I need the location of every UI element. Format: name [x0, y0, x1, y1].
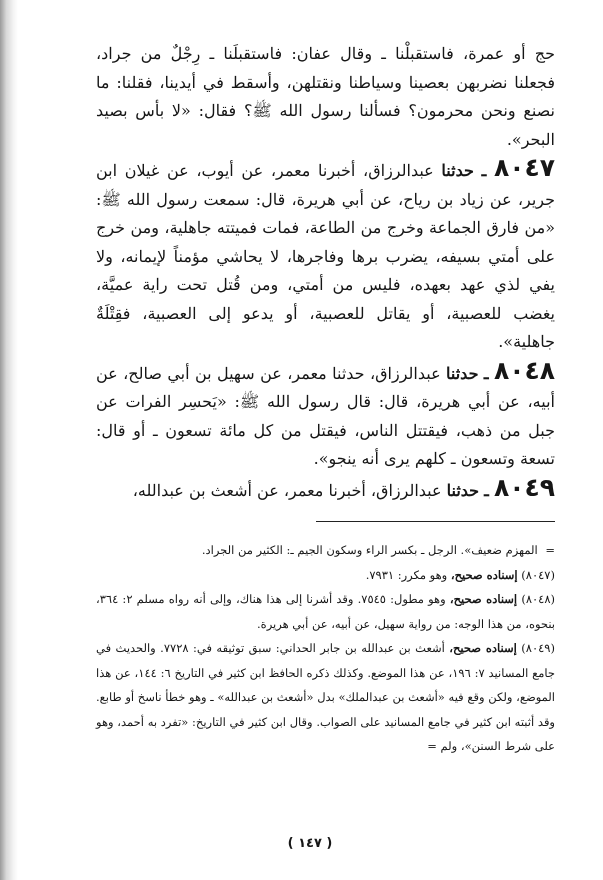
hadith-text: عبدالرزاق، أخبرنا معمر، عن أيوب، عن غيلان ابن جرير، عن زياد بن رياح، عن أبي هريرة، قال: سمعت رسول الله ﷺ: «من فارق الجماعة وخرج من الطاعة، فمات فميتته جاهلية، ومن خرج على أمتي بسيفه، يضرب برها وفاجرها، لا يحاشي مؤمناً لإيمانه، ولا يفي لذي عهد بعهده، فليس من أمتي، ومن قُتل تحت راية عميَّة، يغضب للعصبية، أو يقاتل للعصبية، أو يدعو إلى العصبية، فقِتْلَةٌ جاهلية». [96, 161, 555, 351]
footnote-text: وهو مكرر: ٧٩٣١. [365, 567, 448, 582]
haddathana-label: حدثنا [441, 161, 474, 180]
footnote-grade: إسناده صحيح، [450, 567, 518, 582]
footnote-text: المهزم ضعيف». الرجل ـ بكسر الراء وسكون الجيم ـ: الكثير من الجراد. [201, 543, 538, 557]
hadith-8047 [96, 154, 555, 357]
hadith-8049 [96, 474, 555, 506]
footnote-text: وهو مطول: ٧٥٤٥. وقد أشرنا إلى هذا هناك، وإلى أنه رواه مسلم ٢: ٣٦٤، بنحوه، من هذا الوجه: من رواية سهيل، عن أبيه، عن أبي هريرة. [96, 592, 555, 631]
hadith-dash: ـ [484, 480, 489, 500]
hadith-dash: ـ [483, 363, 489, 383]
continuation-marker: = [427, 739, 437, 753]
footnote-8047 [96, 563, 555, 588]
page-shadow [0, 0, 18, 880]
continuation-marker: = [545, 543, 555, 557]
paragraph-continuation: حج أو عمرة، فاستقبلْنا ـ وقال عفان: فاستقبلَنا ـ رِجْلٌ من جراد، فجعلنا نضربهن بعصينا وسياطنا ونقتلهن، وأسقط في أيدينا، فقلنا: ما نصنع ونحن محرمون؟ فسألنا رسول الله ﷺ؟ فقال: «لا بأس بصيد البحر». [96, 44, 555, 149]
footnote-divider [316, 521, 555, 522]
hadith-8048 [96, 357, 555, 474]
book-page [20, 0, 603, 880]
hadith-text: عبدالرزاق، أخبرنا معمر، عن أشعث بن عبدالله، [132, 480, 442, 500]
footnote-number: (٨٠٤٨) [521, 592, 556, 606]
haddathana-label: حدثنا [446, 480, 480, 500]
hadith-text: عبدالرزاق، حدثنا معمر، عن سهيل بن أبي صالح، عن أبيه، عن أبي هريرة، قال: قال رسول الله ﷺ: «يَحسِر الفرات عن جبل من ذهب، فيقتتل الناس، فيقتل من كل مائة تسعون ـ أو قال: تسعة وتسعون ـ كلهم يرى أنه ينجو». [96, 363, 555, 468]
footnote-8048 [96, 587, 555, 636]
hadith-number: ٨٠٤٨ [493, 355, 555, 385]
footnote-grade: إسناده صحيح، [449, 641, 517, 655]
hadith-number: ٨٠٤٧ [493, 153, 555, 182]
footnote-grade: إسناده صحيح، [449, 592, 518, 606]
main-text [96, 40, 555, 505]
footnotes [96, 538, 555, 759]
hadith-number: ٨٠٤٩ [493, 472, 555, 502]
haddathana-label: حدثنا [446, 363, 479, 383]
footnote-continuation [96, 538, 555, 563]
footnote-8049 [96, 636, 555, 759]
footnote-number: (٨٠٤٩) [521, 641, 555, 655]
page-number: ( ١٤٧ ) [287, 836, 333, 851]
hadith-dash: ـ [481, 161, 487, 180]
footnote-text: أشعث بن عبدالله بن جابر الحداني: سبق توثيقه في: ٧٧٢٨. والحديث في جامع المسانيد ٧: ١٩٦، عن هذا الموضع. وكذلك ذكره الحافظ ابن كثير في التاريخ ٦: ١٤٤، عن هذا الموضع، ولكن وقع فيه «أشعث بن عبدالملك» بدل «أشعث بن عبدالله» ـ وهو خطأ ناسخ أو طابع. وقد أثبته ابن كثير في جامع المسانيد على الصواب. وقال ابن كثير في التاريخ: «تفرد به أحمد، وهو على شرط السنن»، ولم [96, 641, 556, 753]
footnote-number: (٨٠٤٧) [521, 567, 555, 582]
